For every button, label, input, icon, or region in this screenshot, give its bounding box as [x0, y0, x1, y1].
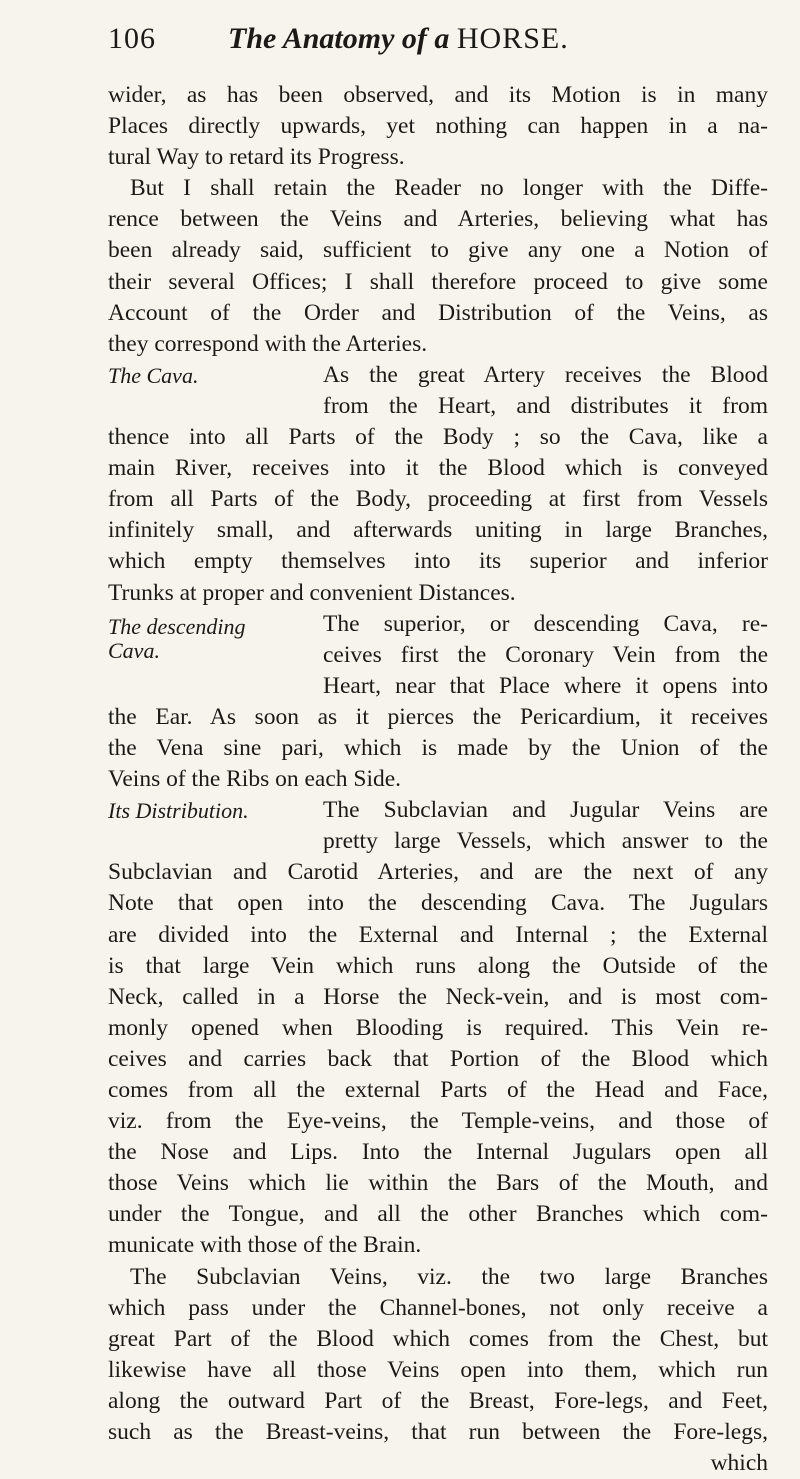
- text-line: wider, as has been observed, and its Motion is in many: [108, 82, 768, 108]
- text-line: under the Tongue, and all the other Branches which com-: [108, 1201, 768, 1228]
- text-line: been already said, sufficient to give any one a Notion of: [108, 237, 768, 264]
- text-line: As the great Artery receives the Blood: [323, 361, 768, 388]
- text-line: viz. from the Eye-veins, the Temple-veins, and those of: [108, 1108, 768, 1135]
- running-header: [108, 22, 760, 70]
- text-line: great Part of the Blood which comes from the Chest, but: [108, 1325, 768, 1352]
- paragraph-descending-cava: [108, 609, 768, 702]
- text-line: comes from all the external Parts of the Head and Face,: [108, 1077, 768, 1103]
- text-line: ceives and carries back that Portion of the Blood which: [108, 1045, 768, 1072]
- text-line: tural Way to retard its Progress.: [108, 144, 405, 171]
- text-line: their several Offices; I shall therefore proceed to give some: [108, 268, 768, 295]
- text-line: ceives first the Coronary Vein from the: [323, 641, 768, 668]
- margin-note-descending: The descending Cava.: [108, 613, 246, 663]
- text-line: The Subclavian and Jugular Veins are: [323, 797, 768, 824]
- text-line: Note that open into the descending Cava. The Jugulars: [108, 890, 768, 917]
- text-line: The Subclavian Veins, viz. the two large Branches: [130, 1263, 768, 1290]
- text-line: municate with those of the Brain.: [108, 1232, 422, 1259]
- text-line: is that large Vein which runs along the Outside of the: [108, 952, 768, 979]
- text-line: the Vena sine pari, which is made by the Union of the: [108, 734, 768, 761]
- running-title: [228, 22, 569, 56]
- text-line: along the outward Part of the Breast, Fore-legs, and Feet,: [108, 1387, 768, 1414]
- text-line: such as the Breast-veins, that run between the Fore-legs,: [108, 1419, 768, 1446]
- text-line: which empty themselves into its superior and inferior: [108, 548, 768, 575]
- page-number: 106: [108, 22, 156, 55]
- running-title-caps: HORSE.: [456, 22, 569, 55]
- text-line: Places directly upwards, yet nothing can happen in a na-: [108, 113, 768, 140]
- text-line: likewise have all those Veins open into them, which run: [108, 1356, 768, 1383]
- paragraph-cava: [108, 360, 768, 422]
- text-line: Subclavian and Carotid Arteries, and are the next of any: [108, 859, 768, 886]
- text-line: the Nose and Lips. Into the Internal Jugulars open all: [108, 1139, 768, 1166]
- text-line: But I shall retain the Reader no longer with the Diffe-: [130, 175, 768, 202]
- margin-note-distribution: Its Distribution.: [108, 798, 249, 824]
- text-line: from the Heart, and distributes it from: [323, 392, 768, 419]
- text-line: from all Parts of the Body, proceeding at first from Vessels: [108, 486, 768, 513]
- text-line: Veins of the Ribs on each Side.: [108, 766, 402, 793]
- running-title-italic: The Anatomy of a: [228, 22, 450, 55]
- text-line: Heart, near that Place where it opens into: [323, 672, 768, 699]
- text-line: thence into all Parts of the Body ; so the Cava, like a: [108, 424, 768, 451]
- text-line: main River, receives into it the Blood which is conveyed: [108, 455, 768, 482]
- text-line: are divided into the External and Internal ; the External: [108, 921, 768, 948]
- paragraph-distribution: [108, 795, 768, 857]
- text-line: the Ear. As soon as it pierces the Pericardium, it receives: [108, 703, 768, 730]
- text-line: monly opened when Blooding is required. This Vein re-: [108, 1014, 768, 1041]
- catchword: which: [710, 1450, 768, 1477]
- page-body: [108, 80, 768, 1479]
- text-line: rence between the Veins and Arteries, believing what has: [108, 206, 768, 233]
- text-line: Trunks at proper and convenient Distances.: [108, 579, 516, 606]
- text-line: Account of the Order and Distribution of the Veins, as: [108, 299, 768, 326]
- text-line: infinitely small, and afterwards uniting in large Branches,: [108, 517, 768, 544]
- text-line: pretty large Vessels, which answer to the: [323, 828, 768, 855]
- text-line: The superior, or descending Cava, re-: [323, 610, 768, 637]
- text-line: which pass under the Channel-bones, not only receive a: [108, 1294, 768, 1321]
- margin-note-cava: The Cava.: [108, 362, 199, 388]
- text-line: Neck, called in a Horse the Neck-vein, and is most com-: [108, 983, 768, 1010]
- text-line: those Veins which lie within the Bars of the Mouth, and: [108, 1170, 768, 1197]
- text-line: they correspond with the Arteries.: [108, 330, 428, 357]
